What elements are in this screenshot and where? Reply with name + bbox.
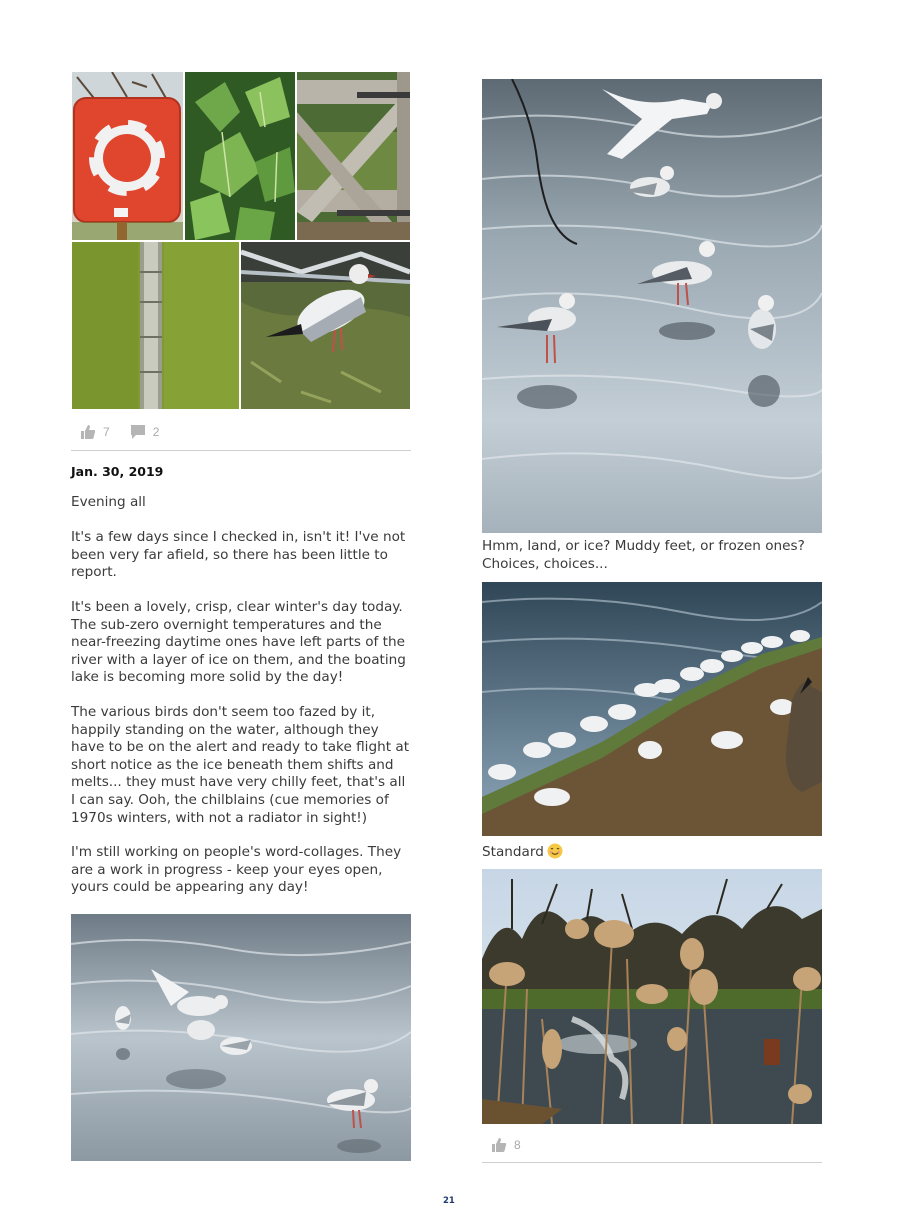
post-paragraph: Evening all [71, 494, 146, 510]
post-paragraph: I'm still working on people's word-collages. They are a work in progress - keep your eyes open, yours could be appearing any day! [71, 844, 402, 896]
comments-count: 2 [152, 425, 160, 439]
green-hinge-photo[interactable] [72, 242, 239, 409]
caption-text: Standard [482, 844, 544, 860]
divider [71, 450, 411, 451]
post-date: Jan. 30, 2019 [71, 464, 164, 479]
lifebuoy-box-photo[interactable] [72, 72, 183, 240]
photo-collage [72, 72, 410, 409]
post-paragraph: It's been a lovely, crisp, clear winter's day today. The sub-zero overnight temperatures and the near-freezing daytime ones have left parts of the river with a layer of ice on them, and the boating lake is becoming more solid by the day! [71, 599, 406, 686]
divider [482, 1162, 822, 1163]
thumbs-up-icon[interactable] [491, 1137, 507, 1153]
likes-count: 8 [514, 1138, 521, 1152]
gull-on-grass-photo[interactable] [241, 242, 410, 409]
reeds-by-lake-photo[interactable] [482, 869, 822, 1124]
gulls-on-bank-photo[interactable] [482, 582, 822, 836]
photo-caption-standard [482, 843, 822, 862]
right-stats [491, 1137, 541, 1153]
ivy-leaves-photo[interactable] [185, 72, 295, 240]
gulls-on-ice-large-photo[interactable] [482, 79, 822, 533]
gulls-on-ice-photo[interactable] [71, 914, 411, 1161]
smiling-face-icon [547, 843, 563, 859]
post-paragraph: It's a few days since I checked in, isn't it! I've not been very far afield, so there has been little to report. [71, 529, 406, 581]
thumbs-up-icon[interactable] [80, 424, 96, 440]
photo-caption: Hmm, land, or ice? Muddy feet, or frozen ones? Choices, choices... [482, 538, 805, 572]
left-stats [80, 424, 179, 440]
wooden-gate-photo[interactable] [297, 72, 410, 240]
page-number: 21 [443, 1196, 455, 1206]
likes-count: 7 [103, 425, 110, 439]
comment-icon[interactable] [130, 424, 146, 440]
post-paragraph: The various birds don't seem too fazed by it, happily standing on the water, although they have to be on the alert and ready to take flight at short notice as the ice beneath them shifts and melts... they must have very chilly feet, that's all I can say. Ooh, the chilblains (cue memories of 1970s winters, with not a radiator in sight!) [71, 704, 410, 826]
